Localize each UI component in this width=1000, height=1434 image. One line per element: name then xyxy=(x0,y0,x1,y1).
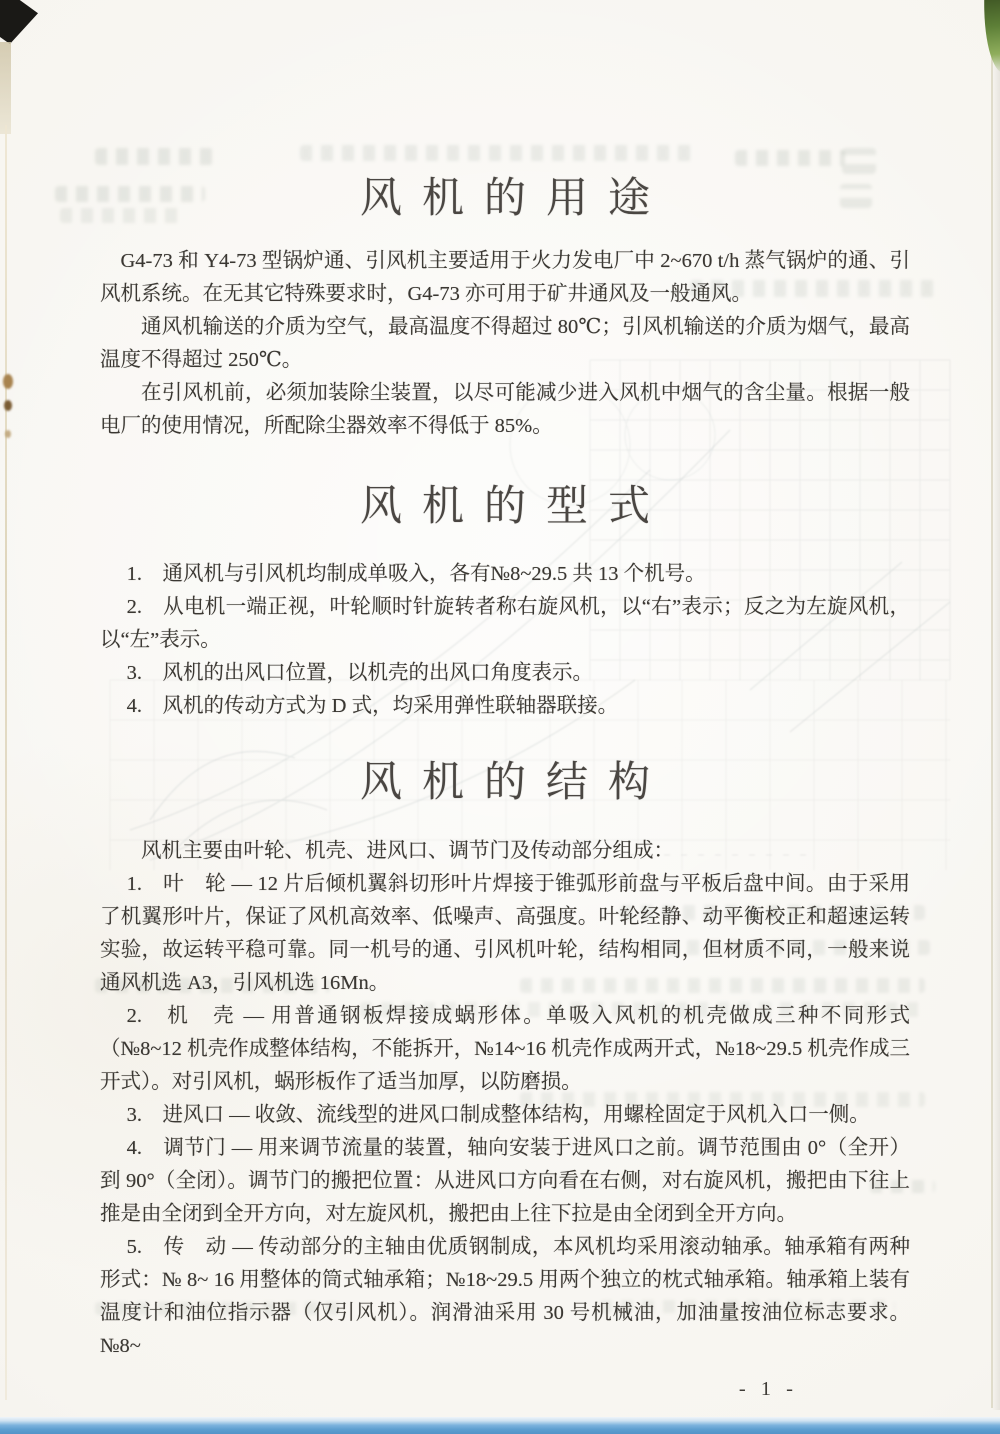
structure-item-damper: 4. 调节门 — 用来调节流量的装置，轴向安装于进风口之前。调节范围由 0°（全开）到 90°（全闭）。调节门的搬把位置：从进风口方向看在右侧，对右旋风机，搬把由下往上推是由全闭到全开方向，对左旋风机，搬把由上往下拉是由全闭到全开方向。 xyxy=(100,1137,910,1225)
structure-item-impeller: 1. 叶 轮 — 12 片后倾机翼斜切形叶片焊接于锥弧形前盘与平板后盘中间。由于采用了机翼形叶片，保证了风机高效率、低噪声、高强度。叶轮经静、动平衡校正和超速运转实验，故运转平稳可靠。同一机号的通、引风机叶轮，结构相同，但材质不同，一般来说通风机选 A3，引风机选 16Mn。 xyxy=(100,873,910,994)
type-list-item-4: 4. 风机的传动方式为 D 式，均采用弹性联轴器联接。 xyxy=(126,695,619,717)
type-list-item-2: 2. 从电机一端正视，叶轮顺时针旋转者称右旋风机，以“右”表示；反之为左旋风机，以“左”表示。 xyxy=(100,596,910,651)
type-list-item-1: 1. 通风机与引风机均制成单吸入，各有№8~29.5 共 13 个机号。 xyxy=(126,563,706,585)
structure-item-casing: 2. 机 壳 — 用普通钢板焊接成蜗形体。单吸入风机的机壳做成三种不同形式（№8~12 机壳作成整体结构，不能拆开，№14~16 机壳作成两开式，№18~29.5 机壳作成三开式）。对引风机，蜗形板作了适当加厚，以防磨损。 xyxy=(100,1005,910,1093)
scan-background-strip xyxy=(0,1417,1000,1434)
page-number: - 1 - xyxy=(738,1378,798,1400)
structure-item-inlet: 3. 进风口 — 收敛、流线型的进风口制成整体结构，用螺栓固定于风机入口一侧。 xyxy=(126,1104,870,1126)
structure-item-drive: 5. 传 动 — 传动部分的主轴由优质钢制成，本风机均采用滚动轴承。轴承箱有两种形式：№ 8~ 16 用整体的筒式轴承箱；№18~29.5 用两个独立的枕式轴承箱。轴承箱上装有温度计和油位指示器（仅引风机）。润滑油采用 30 号机械油，加油量按油位标志要求。№8~ xyxy=(100,1236,910,1357)
structure-intro: 风机主要由叶轮、机壳、进风口、调节门及传动部分组成： xyxy=(141,840,674,862)
paragraph-purpose-3: 在引风机前，必须加装除尘装置，以尽可能减少进入风机中烟气的含尘量。根据一般电厂的使用情况，所配除尘器效率不得低于 85%。 xyxy=(100,382,910,437)
section-title-purpose: 风机的用途 xyxy=(359,176,670,222)
paragraph-purpose-2: 通风机输送的介质为空气，最高温度不得超过 80℃；引风机输送的介质为烟气，最高温度不得超过 250℃。 xyxy=(100,316,910,371)
section-title-structure: 风机的结构 xyxy=(359,760,670,806)
type-list-item-3: 3. 风机的出风口位置，以机壳的出风口角度表示。 xyxy=(126,662,594,684)
paragraph-purpose-1: G4-73 和 Y4-73 型锅炉通、引风机主要适用于火力发电厂中 2~670 t/h 蒸气锅炉的通、引风机系统。在无其它特殊要求时，G4-73 亦可用于矿井通风及一般通风。 xyxy=(100,250,910,305)
section-title-type: 风机的型式 xyxy=(359,484,670,530)
